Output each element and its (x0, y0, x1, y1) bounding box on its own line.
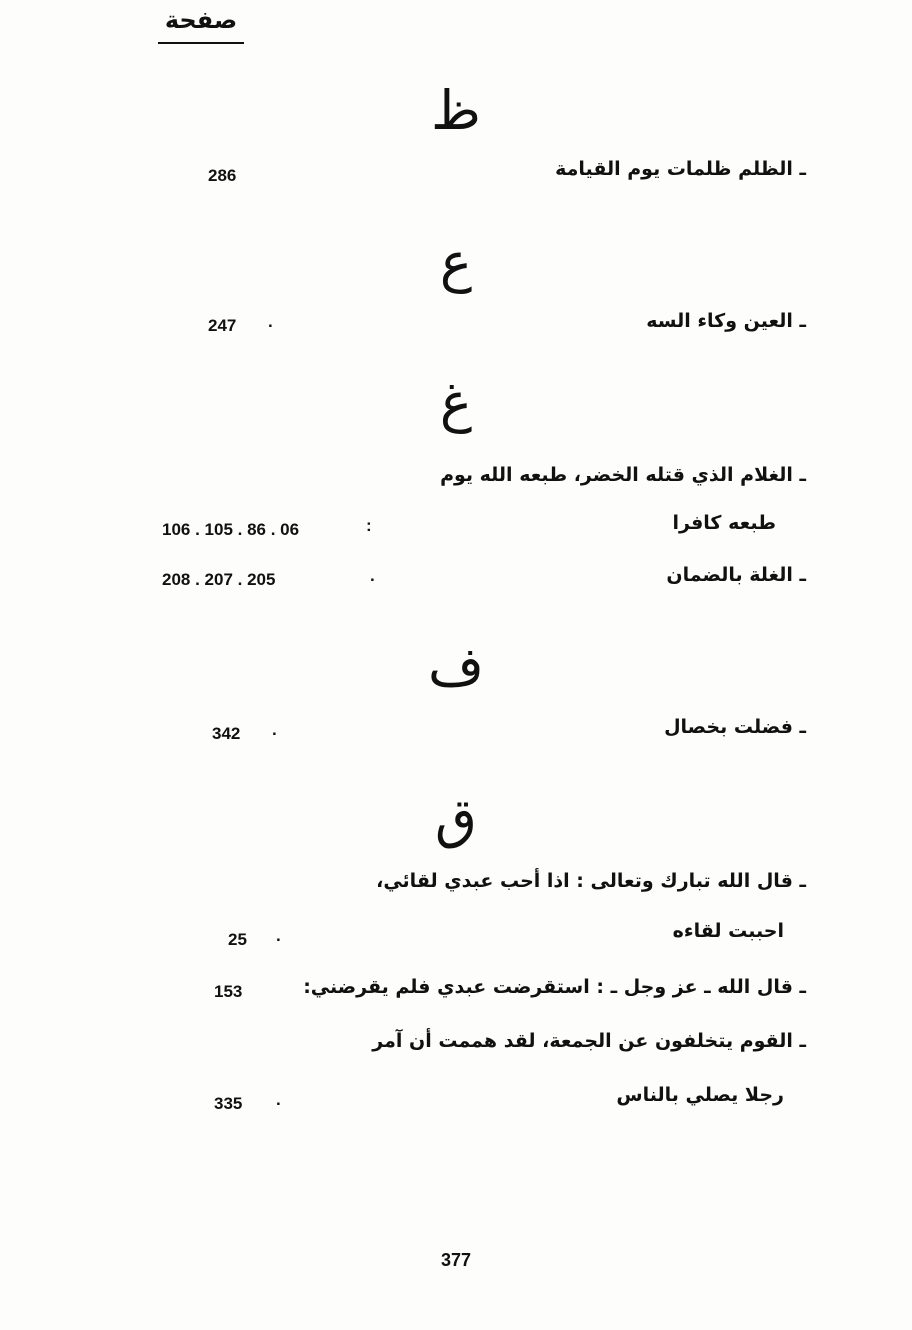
index-entry-line: ـ القوم يتخلفون عن الجمعة، لقد هممت أن آمر (372, 1030, 806, 1052)
section-letter-feh: ف (428, 635, 484, 698)
section-letter-ain: ع (439, 231, 473, 294)
index-entry-continuation: احببت لقاءه (672, 920, 784, 942)
index-entry: ـ الغلة بالضمان (666, 564, 806, 586)
leader-dot: . (268, 312, 273, 331)
leader-colon: : (366, 516, 372, 535)
index-entry-line: ـ قال الله تبارك وتعالى : اذا أحب عبدي لقائي، (376, 870, 806, 892)
page-reference: 335 (214, 1094, 243, 1113)
section-letter-zah: ظ (431, 79, 481, 142)
page-column-label: صفحة (164, 6, 238, 34)
page-reference: 286 (208, 166, 237, 185)
index-entry-continuation: رجلا يصلي بالناس (616, 1084, 784, 1106)
page-reference: 342 (212, 724, 241, 743)
index-entry-continuation: طبعه كافرا (672, 512, 776, 534)
page-reference: 153 (214, 982, 243, 1001)
page-reference: 25 (228, 930, 247, 949)
column-label-underline (158, 42, 244, 44)
index-entry: ـ فضلت بخصال (664, 716, 806, 738)
page-number: 377 (440, 1250, 472, 1270)
page-reference: 208 . 207 . 205 (162, 570, 276, 589)
leader-dot: . (276, 926, 281, 945)
leader-dot: . (370, 566, 375, 585)
index-entry: ـ قال الله ـ عز وجل ـ : استقرضت عبدي فلم يقرضني: (303, 976, 806, 998)
page-reference: 106 . 105 . 86 . 06 (162, 520, 300, 539)
section-letter-qaf: ق (435, 787, 477, 850)
page-reference: 247 (208, 316, 237, 335)
leader-dot: . (272, 720, 277, 739)
section-letter-ghain: غ (439, 371, 473, 434)
index-entry-line: ـ الغلام الذي قتله الخضر، طبعه الله يوم (440, 464, 806, 486)
leader-dot: . (276, 1090, 281, 1109)
index-entry: ـ العين وكاء السه (646, 310, 806, 332)
index-entry: ـ الظلم ظلمات يوم القيامة (555, 158, 806, 180)
